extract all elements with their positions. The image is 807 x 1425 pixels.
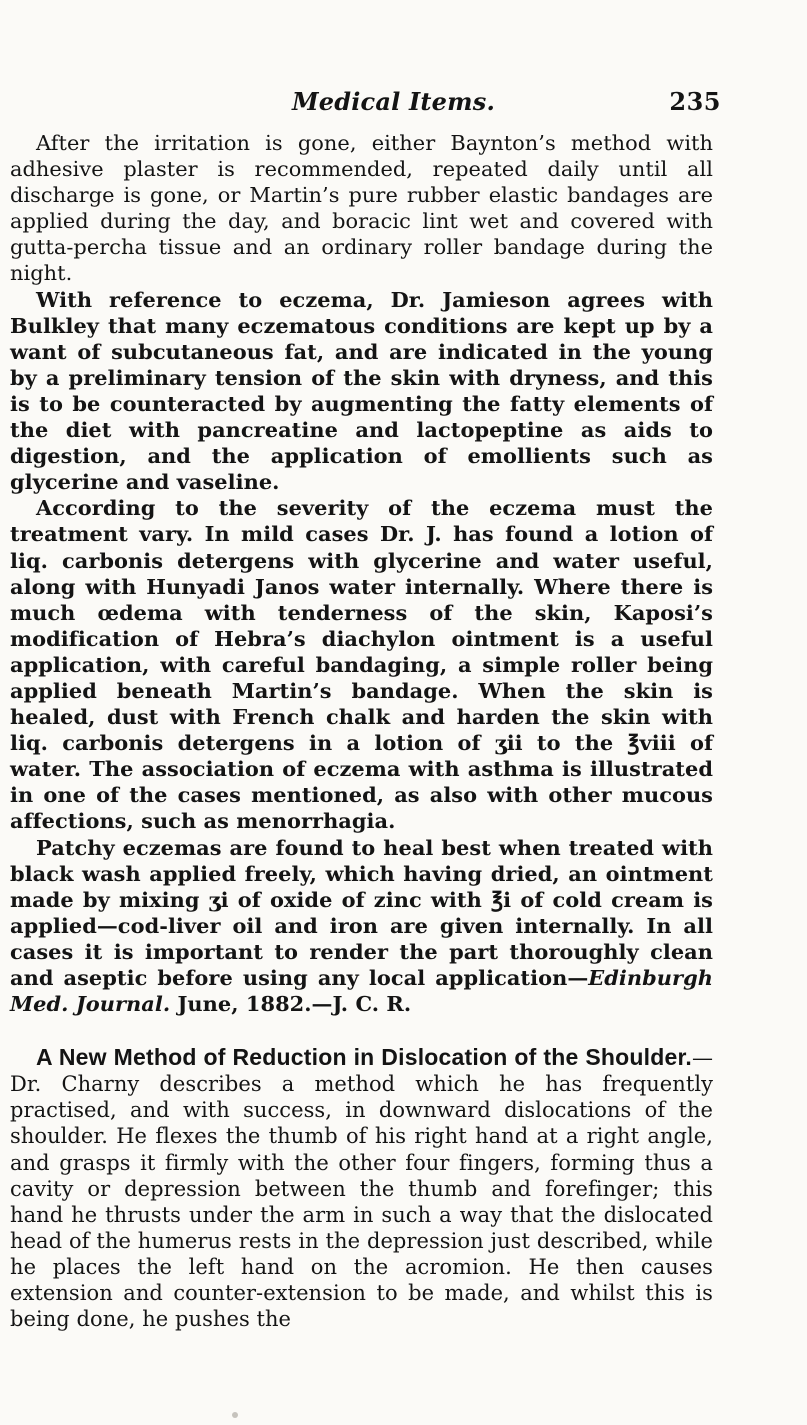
running-header — [10, 86, 721, 126]
running-title: Medical Items. — [292, 87, 496, 116]
paragraph-shoulder-dislocation — [10, 1044, 713, 1332]
paragraph-treatment-severity: According to the severity of the eczema must the treatment vary. In mild cases Dr. J. has found a lotion of liq. carbonis detergens with glycerine and water useful, along with Hunyadi Janos water internally. Where there is much œdema with tenderness of the skin, Kaposi’s modification of Hebra’s diachylon ointment is a useful application, with careful bandaging, a simple roller being applied beneath Martin’s bandage. When the skin is healed, dust with French chalk and harden the skin with liq. carbonis detergens in a lotion of ʒii to the ℥viii of water. The association of eczema with asthma is illustrated in one of the cases mentioned, as also with other mucous affections, such as menorrhagia. — [10, 495, 713, 834]
paragraph-eczema-fat: With reference to eczema, Dr. Jamieson agrees with Bulkley that many eczematous conditions are kept up by a want of subcutaneous fat, and are indicated in the young by a preliminary tension of the skin with dryness, and this is to be counteracted by augmenting the fatty elements of the diet with pancreatine and lactopeptine as aids to digestion, and the application of emollients such as glycerine and vaseline. — [10, 286, 713, 495]
page-number: 235 — [669, 87, 721, 116]
paper-speck — [232, 1412, 238, 1418]
author-signature: June, 1882.—J. C. R. — [170, 991, 412, 1017]
journal-citation: Edinburgh Med. Journal. — [10, 965, 713, 1017]
paragraph-patchy-eczemas — [10, 835, 713, 1018]
patchy-eczemas-text: Patchy eczemas are found to heal best when treated with black wash applied freely, which having dried, an ointment made by mixing ʒi of oxide of zinc with ℥i of cold cream is applied—cod-liver oil and iron are given internally. In all cases it is important to render the part thoroughly clean and aseptic before using any local application— — [10, 834, 713, 990]
article-heading: A New Method of Reduction in Dislocation of the Shoulder. — [36, 1044, 692, 1071]
shoulder-dislocation-article — [10, 1044, 713, 1332]
paragraph-bandages: After the irritation is gone, either Baynton’s method with adhesive plaster is recommended, repeated daily until all discharge is gone, or Martin’s pure rubber elastic bandages are applied during the day, and boracic lint wet and covered with gutta-percha tissue and an ordinary roller bandage during the night. — [10, 131, 713, 286]
article-body: —Dr. Charny describes a method which he has frequently practised, and with success, in downward dislocations of the shoulder. He flexes the thumb of his right hand at a right angle, and grasps it firmly with the other four fingers, forming thus a cavity or depression between the thumb and forefinger; this hand he thrusts under the arm in such a way that the dislocated head of the humerus rests in the depression just described, while he places the left hand on the acromion. He then causes extension and counter-extension to be made, and whilst this is being done, he pushes the — [10, 1046, 713, 1332]
eczema-article — [10, 130, 713, 1017]
